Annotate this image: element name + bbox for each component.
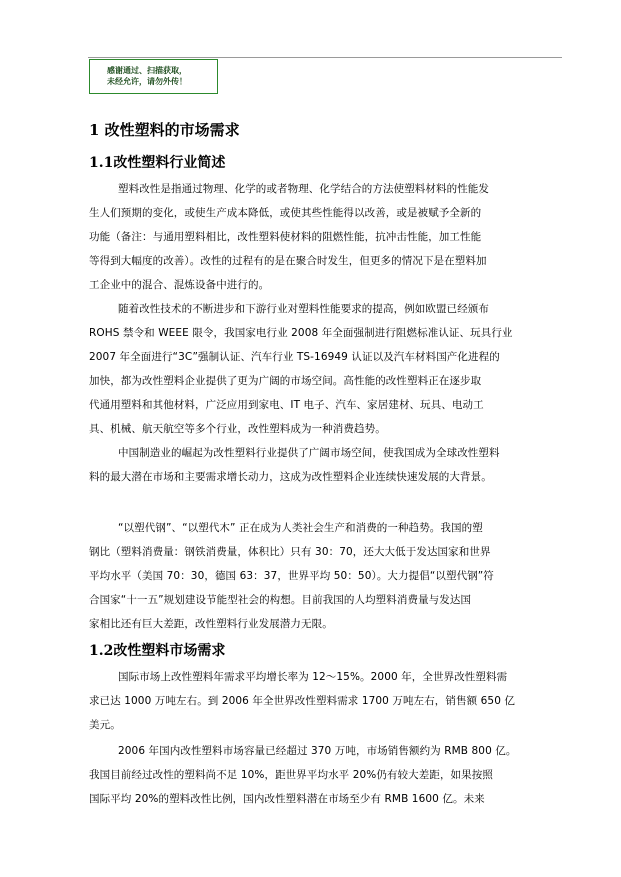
text-line: 工企业中的混合、混炼设备中进行的。 (89, 279, 270, 291)
paragraph (89, 739, 561, 811)
section-1-1-heading: 1.1改性塑料行业简述 (89, 155, 226, 171)
text-line: 家相比还有巨大差距，改性塑料行业发展潜力无限。 (89, 618, 333, 630)
text-line: 代通用塑料和其他材料，广泛应用到家电、IT 电子、汽车、家居建材、玩具、电动工 (89, 399, 484, 411)
text-line: 国际市场上改性塑料年需求平均增长率为 12～15%。2000 年，全世界改性塑料需 (118, 671, 508, 683)
text-line: 求已达 1000 万吨左右。到 2006 年全世界改性塑料需求 1700 万吨左右，销售额 650 亿 (89, 695, 516, 707)
section-1-heading: 1 改性塑料的市场需求 (89, 121, 240, 139)
text-line: 美元。 (89, 719, 121, 731)
text-line: 合国家“十一五”规划建设节能型社会的构想。目前我国的人均塑料消费量与发达国 (89, 594, 472, 606)
paragraph (89, 665, 561, 737)
text-line: 国际平均 20%的塑料改性比例，国内改性塑料潜在市场至少有 RMB 1600 亿。未来 (89, 793, 485, 805)
text-line: 钢比（塑料消费量：钢铁消费量，体积比）只有 30：70，还大大低于发达国家和世界 (89, 546, 491, 558)
notice-line: 感谢通过、扫描获取， (107, 66, 187, 75)
watermark-notice-box (89, 59, 218, 94)
text-line: 生人们预期的变化，或使生产成本降低，或使其些性能得以改善，或是被赋予全新的 (89, 207, 482, 219)
section-1-2-heading: 1.2改性塑料市场需求 (89, 643, 226, 659)
paragraph (89, 297, 561, 441)
text-line: ROHS 禁令和 WEEE 限令，我国家电行业 2008 年全面强制进行阻燃标准认证、玩具行业 (89, 327, 513, 339)
text-line: 2006 年国内改性塑料市场容量已经超过 370 万吨，市场销售额约为 RMB 800 亿。 (118, 745, 517, 757)
text-line: 功能（备注：与通用塑料相比，改性塑料使材料的阻燃性能，抗冲击性能，加工性能 (89, 231, 482, 243)
paragraph (89, 441, 561, 489)
text-line: 等得到大幅度的改善）。改性的过程有的是在聚合时发生，但更多的情况下是在塑料加 (89, 255, 487, 267)
paragraph (89, 516, 561, 636)
text-line: 中国制造业的崛起为改性塑料行业提供了广阔市场空间，使我国成为全球改性塑料 (118, 447, 500, 459)
text-line: 随着改性技术的不断进步和下游行业对塑料性能要求的提高，例如欧盟已经颁布 (118, 303, 489, 315)
header-rule (88, 57, 562, 58)
text-line: 加快，都为改性塑料企业提供了更为广阔的市场空间。高性能的改性塑料正在逐步取 (89, 375, 482, 387)
text-line: 料的最大潜在市场和主要需求增长动力，这成为改性塑料企业连续快速发展的大背景。 (89, 471, 492, 483)
notice-line: 未经允许，请勿外传！ (107, 77, 187, 86)
text-line: 我国目前经过改性的塑料尚不足 10%，距世界平均水平 20%仍有较大差距，如果按照 (89, 769, 493, 781)
text-line: 具、机械、航天航空等多个行业，改性塑料成为一种消费趋势。 (89, 423, 386, 435)
text-line: 2007 年全面进行“3C”强制认证、汽车行业 TS-16949 认证以及汽车材料国产化进程的 (89, 351, 500, 363)
text-line: 平均水平（美国 70：30，德国 63：37，世界平均 50：50）。大力提倡“以塑代钢”符 (89, 570, 494, 582)
text-line: 塑料改性是指通过物理、化学的或者物理、化学结合的方法使塑料材料的性能发 (118, 183, 489, 195)
text-line: “以塑代钢”、“以塑代木” 正在成为人类社会生产和消费的一种趋势。我国的塑 (118, 522, 483, 534)
paragraph (89, 177, 561, 297)
